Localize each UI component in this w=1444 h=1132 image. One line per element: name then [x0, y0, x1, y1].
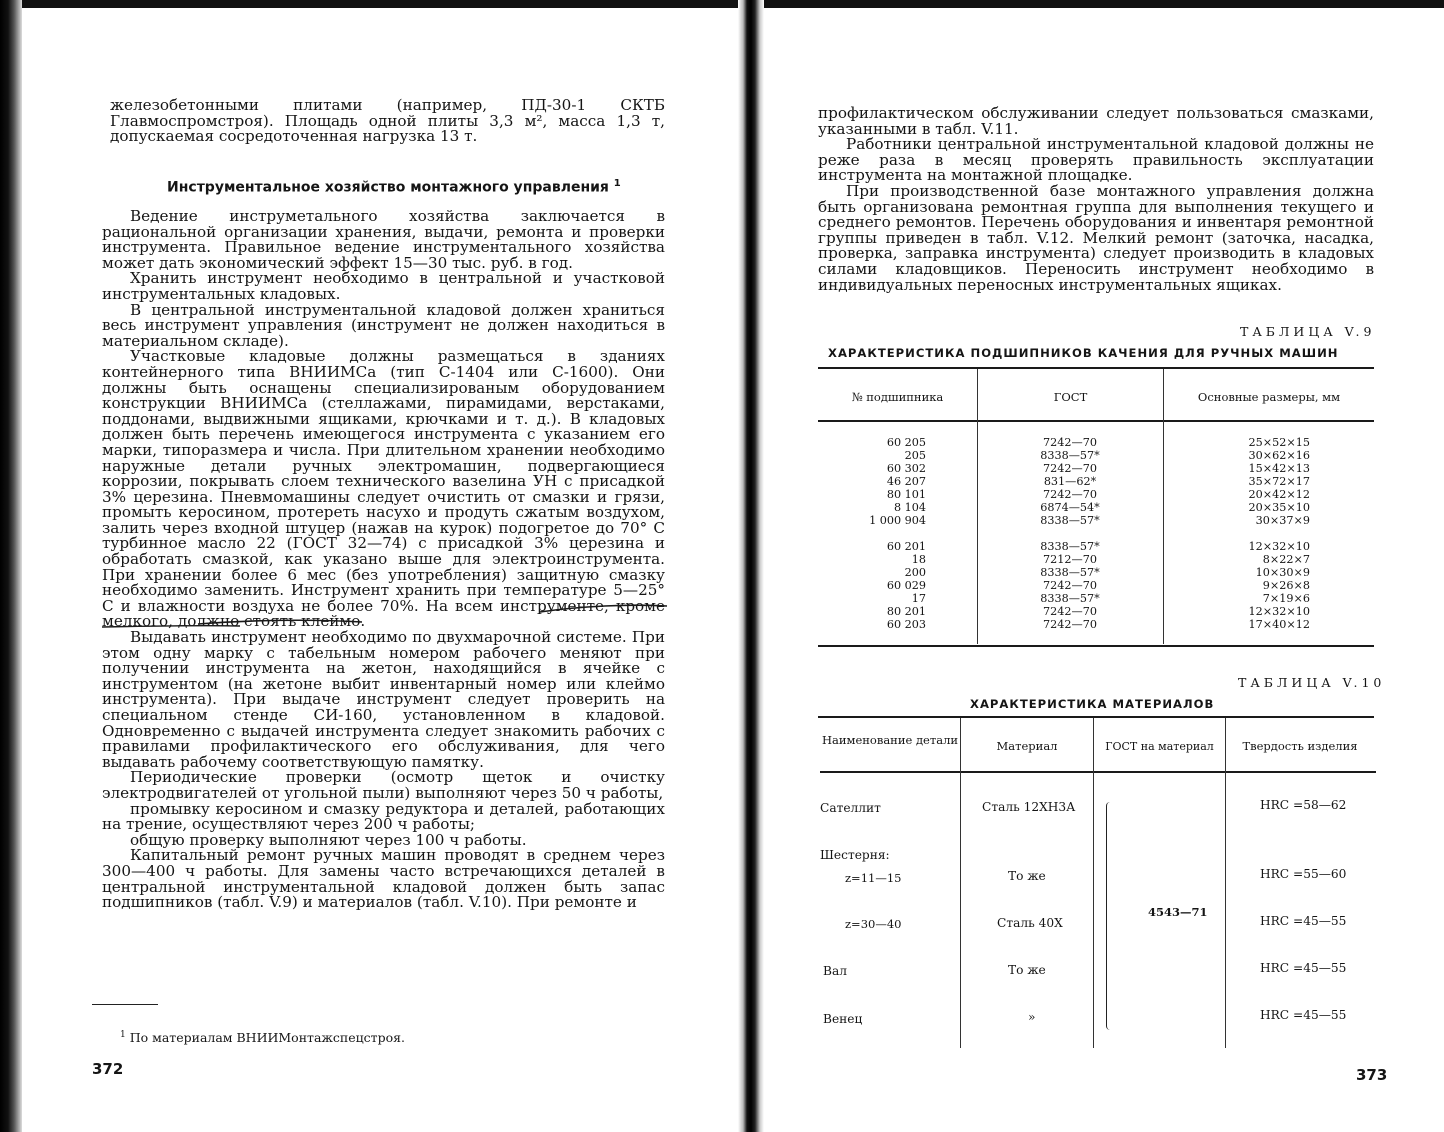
hardness-cell: HRC =45—55 [1260, 961, 1347, 975]
table-column-rule [1163, 369, 1164, 644]
page-number-right: 373 [1356, 1066, 1388, 1084]
table-v10-title: ХАРАКТЕРИСТИКА МАТЕРИАЛОВ [970, 697, 1215, 711]
table-v9-title: ХАРАКТЕРИСТИКА ПОДШИПНИКОВ КАЧЕНИЯ ДЛЯ РУЧНЫХ МАШИН [828, 346, 1339, 360]
gost-common: 4543—71 [1148, 905, 1208, 919]
paragraph: профилактическом обслуживании следует пользоваться смазками, указанными в табл. V.11. [818, 104, 1374, 138]
paragraph: Ведение инструметального хозяйства заключается в рациональной организации хранения, выдачи, ремонта и проверки инструмента. Правильное ведение инструментального хозяйства может дать экономический эффект 15—30 тыс. руб. в год. [102, 207, 665, 272]
paragraph: Капитальный ремонт ручных машин проводят в среднем через 300—400 ч работы. Для замены часто встречающихся деталей в центральной инструментальной кладовой должен быть запас подшипников (табл. V.9) и материалов (табл. V.10). При ремонте и [102, 846, 665, 912]
paragraph: Выдавать инструмент необходимо по двухмарочной системе. При этом одну марку с табельным номером рабочего меняют при получении инструмента на жетон, находящийся в ячейке с инструментом (на жетоне выбит инвентарный номер или клеймо инструмента). При выдаче инструмент следует проверить на специальном стенде СИ-160, установленном в кладовой. Одновременно с выдачей инструмента следует знакомить рабочих с правилами профилактического его обслуживания, для чего выдавать рабочему соответствующую памятку. [102, 628, 665, 771]
intro-text: железобетонными плитами (например, ПД-30-1 СКТБ Главмоспромстроя). Площадь одной плиты 3,3 м², масса 1,3 т, допускаемая сосредоточенная нагрузка 13 т. [110, 96, 665, 146]
part-gear-z2: z=30—40 [845, 917, 902, 931]
table-rule [818, 645, 1374, 647]
hardness-cell: HRC =45—55 [1260, 1008, 1347, 1022]
table-header-cell: Материал [996, 739, 1058, 753]
footnote-mark: 1 [120, 1030, 126, 1040]
paragraph: При производственной базе монтажного управления должна быть организована ремонтная группа для выполнения текущего и среднего ремонтов. Перечень оборудования и инвентаря ремонтной группы приведен в табл. V.12. Мелкий ремонт (заточка, насадка, проверка, заправка инструмента) следует производить в кладовых силами кладовщиков. Переносить инструмент необходимо в индивидуальных переносных инструментальных ящиках. [818, 181, 1374, 294]
paragraph: Участковые кладовые должны размещаться в зданиях контейнерного типа ВНИИМСа (тип С-1404 или С-1600). Они должны быть оснащены специализированым оборудованием конструкции ВНИИМСа (стеллажами, пирамидами, верстаками, поддонами, выдвижными ящиками, крючками и т. д.). В кладовых должен быть перечень имеющегося инструмента с указанием его марки, типоразмера и числа. При длительном хранении необходимо наружные детали ручных электромашин, подвергающиеся коррозии, покрывать слоем технического вазелина УН с присадкой 3% церезина. Пневмомашины следует очистить от смазки и грязи, промыть керосином, протереть насухо и продуть сжатым воздухом, залить через входной штуцер (нажав на курок) подогретое до 70° С турбинное масло 22 (ГОСТ 32—74) с присадкой 3% церезина и обработать смазкой, как указано выше для электроинструмента. При хранении более 6 мес (без употребления) защитную смазку необходимо заменить. Инструмент хранить при температуре 5—25° С и влажности воздуха не более 70%. На всем инструменте, кроме мелкого, должно стоять клеймо. [102, 347, 665, 631]
page-number-left: 372 [92, 1060, 124, 1078]
table-v9-label: ТАБЛИЦА V.9 [1240, 324, 1376, 339]
material-cell: » [1028, 1010, 1036, 1024]
footnote-text: По материалам ВНИИМонтажспецстроя. [129, 1030, 405, 1046]
table-header-cell: Твердость изделия [1242, 739, 1358, 753]
table-rule [818, 367, 1374, 369]
gost-bracket [1106, 802, 1115, 1030]
table-header-cell: ГОСТ [1053, 390, 1088, 404]
table-rule [818, 716, 1374, 718]
table-rule [818, 420, 1374, 422]
hardness-cell: HRC =45—55 [1260, 914, 1347, 928]
section-heading-text: Инструментальное хозяйство монтажного управления [167, 179, 609, 196]
bearing-gost-group1: 7242—70 8338—57* 7242—70 831—62* 7242—70 6874—54* 8338—57* [1040, 436, 1100, 527]
material-cell: То же [1008, 869, 1046, 883]
part-satellite: Сателлит [820, 801, 881, 815]
table-column-rule [977, 369, 978, 644]
bearing-sizes-group2: 12×32×10 8×22×7 10×30×9 9×26×8 7×19×6 12×32×10 17×40×12 [1248, 540, 1310, 631]
hardness-cell: HRC =58—62 [1260, 798, 1347, 812]
table-header-cell: ГОСТ на материал [1105, 740, 1214, 753]
table-header-cell: Наименование детали [821, 733, 959, 747]
table-column-rule [1225, 718, 1226, 1048]
table-rule [820, 771, 1376, 773]
part-shaft: Вал [823, 964, 847, 978]
table-column-rule [960, 718, 961, 1048]
paragraph: Хранить инструмент необходимо в центральной и участковой инструментальных кладовых. [102, 269, 665, 303]
material-cell: Сталь 40Х [997, 916, 1063, 930]
table-header-cell: Основные размеры, мм [1197, 390, 1341, 404]
bearing-numbers-group2: 60 201 18 200 60 029 17 80 201 60 203 [886, 540, 926, 631]
paragraph: В центральной инструментальной кладовой должен храниться весь инструмент управления (инструмент не должен находиться в материальном складе). [102, 300, 665, 350]
paragraph: Работники центральной инструментальной кладовой должны не реже раза в месяц проверять правильность эксплуатации инструмента на монтажной площадке. [818, 135, 1374, 185]
heading-footnote-mark: 1 [613, 178, 621, 189]
bearing-gost-group2: 8338—57* 7212—70 8338—57* 7242—70 8338—57* 7242—70 7242—70 [1040, 540, 1100, 631]
part-crown: Венец [823, 1012, 863, 1026]
part-gear-z1: z=11—15 [845, 871, 902, 885]
paragraph: Периодические проверки (осмотр щеток и очистку электродвигателей от угольной пыли) выполняют через 50 ч работы, [102, 768, 665, 802]
table-column-rule [1093, 718, 1094, 1048]
paragraph: промывку керосином и смазку редуктора и деталей, работающих на трение, осуществляют через 200 ч работы; [102, 799, 665, 834]
right-body [818, 106, 1374, 293]
material-cell: То же [1008, 963, 1046, 977]
bearing-numbers-group1: 60 205 205 60 302 46 207 80 101 8 104 1 000 904 [869, 436, 926, 527]
hardness-cell: HRC =55—60 [1260, 867, 1347, 881]
table-v10-label: ТАБЛИЦА V.10 [1238, 675, 1386, 690]
part-gear: Шестерня: [820, 848, 890, 862]
bearing-sizes-group1: 25×52×15 30×62×16 15×42×13 35×72×17 20×42×12 20×35×10 30×37×9 [1248, 436, 1310, 527]
paragraph: общую проверку выполняют через 100 ч работы. [130, 830, 527, 849]
table-header-cell: № подшипника [851, 390, 944, 404]
material-cell: Сталь 12ХН3А [982, 800, 1076, 814]
